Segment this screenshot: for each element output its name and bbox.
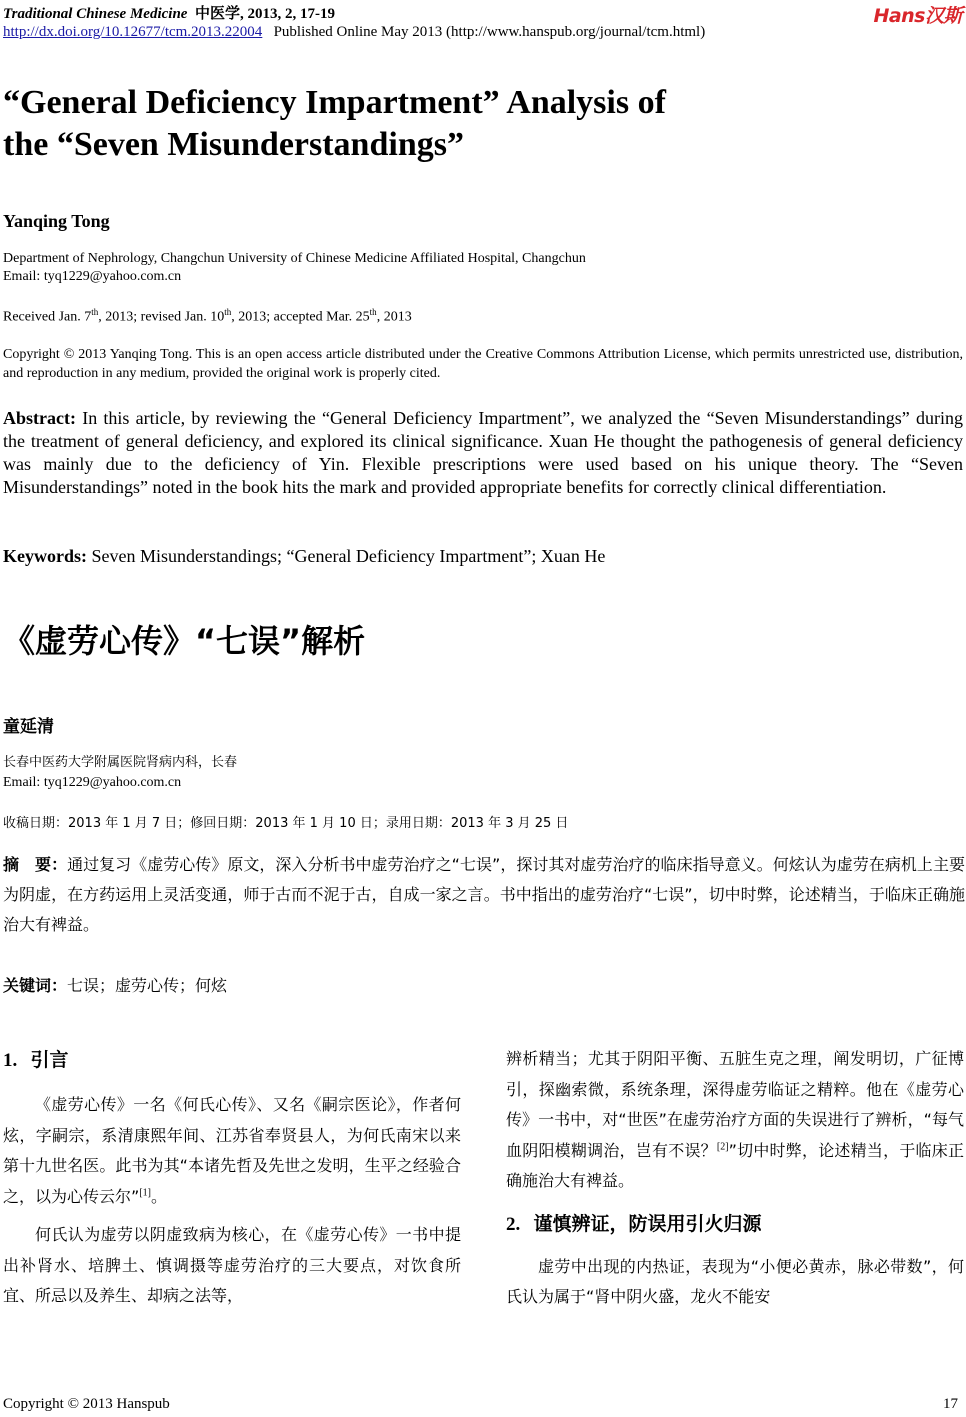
- chinese-abstract: [3, 850, 965, 940]
- accepted-year: , 2013: [376, 309, 412, 325]
- english-author: Yanqing Tong: [3, 211, 110, 231]
- paragraph-3-text: 辨析精当；尤其于阴阳平衡、五脏生克之理，阐发明切，广征博引，探幽索微，系统条理，深得虚劳临证之精粹。他在《虚劳心传》一书中，对“世医”在虚劳治疗方面的失误进行了辨析，“每气血阴阳模糊调治，岂有不误？: [506, 1049, 964, 1160]
- chinese-affiliation-block: [3, 753, 237, 793]
- english-keywords: [3, 546, 605, 567]
- page-number: 17: [943, 1396, 958, 1412]
- english-title: [3, 82, 943, 166]
- section-2-title: 谨慎辨证，防误用引火归源: [533, 1212, 762, 1235]
- chinese-email: Email: tyq1229@yahoo.com.cn: [3, 775, 182, 790]
- footer-copyright: Copyright © 2013 Hanspub: [3, 1396, 170, 1412]
- doi-link[interactable]: http://dx.doi.org/10.12677/tcm.2013.22004: [3, 24, 263, 40]
- english-received-dates: [3, 307, 412, 326]
- journal-name: Traditional Chinese Medicine: [3, 6, 188, 22]
- revised-sup: th: [224, 307, 232, 317]
- section-1-number: 1.: [3, 1050, 18, 1071]
- citation-ref-1[interactable]: [1]: [139, 1187, 151, 1199]
- english-abstract: [3, 407, 963, 499]
- english-affiliation-block: [3, 250, 586, 286]
- body-column-left: [3, 1045, 461, 1312]
- abstract-label: Abstract:: [3, 408, 76, 428]
- paragraph-1: [3, 1090, 461, 1212]
- english-email: Email: tyq1229@yahoo.com.cn: [3, 269, 182, 284]
- english-copyright: Copyright © 2013 Yanqing Tong. This is an open access article distributed under the Creative Commons Attribution License, which permits unrestricted use, distribution, and reproduction in any medium, provided the original work is properly cited.: [3, 347, 963, 381]
- body-column-right: [506, 1044, 964, 1313]
- received-text: Received Jan. 7: [3, 309, 92, 325]
- keywords-label: Keywords:: [3, 546, 87, 566]
- received-sup: th: [91, 307, 99, 317]
- hanspub-logo: Hans汉斯: [873, 5, 962, 27]
- accepted-sup: th: [369, 307, 377, 317]
- paragraph-2: 何氏认为虚劳以阴虚致病为核心，在《虚劳心传》一书中提出补肾水、培脾土、慎调摄等虚劳治疗的三大要点，对饮食所宜、所忌以及养生、却病之法等，: [3, 1225, 461, 1305]
- paragraph-4: 虚劳中出现的内热证，表现为“小便必黄赤，脉必带数”，何氏认为属于“肾中阴火盛，龙火不能安: [506, 1256, 964, 1306]
- citation-ref-2[interactable]: [2]: [716, 1141, 729, 1153]
- revised-text: , 2013; revised Jan. 10: [98, 309, 225, 325]
- chinese-affiliation: 长春中医药大学附属医院肾病内科，长春: [3, 755, 238, 770]
- chinese-abstract-text: 通过复习《虚劳心传》原文，深入分析书中虚劳治疗之“七误”，探讨其对虚劳治疗的临床指导意义。何炫认为虚劳在病机上主要为阴虚，在方药运用上灵活变通，师于古而不泥于古，自成一家之言。书中指出的虚劳治疗“七误”，切中时弊，论述精当，于临床正确施治大有裨益。: [3, 855, 965, 934]
- section-2-number: 2.: [506, 1213, 521, 1235]
- english-title-line-1: “General Deficiency Impartment” Analysis of: [3, 84, 666, 121]
- journal-citation: 中医学, 2013, 2, 17-19: [194, 6, 335, 22]
- running-header: [3, 2, 335, 23]
- english-title-line-2: the “Seven Misunderstandings”: [3, 126, 464, 163]
- section-1-heading: [3, 1045, 461, 1076]
- chinese-title: 《虚劳心传》“七误”解析: [3, 622, 366, 660]
- abstract-text: In this article, by reviewing the “General Deficiency Impartment”, we analyzed the “Seven Misunderstandings” during the treatment of general deficiency, and explored its clinical significance. Xuan He thought the pathogenesis of general deficiency was mainly due to the deficiency of Yin. Flexible prescriptions were used based on his unique theory. The “Seven Misunderstandings” noted in the book hits the mark and provided appropriate benefits for correctly clinical differentiation.: [3, 408, 964, 497]
- chinese-keywords-text: 七误；虚劳心传；何炫: [67, 976, 228, 995]
- paragraph-3: [506, 1044, 964, 1197]
- section-1-title: 引言: [30, 1049, 69, 1071]
- chinese-author: 童延清: [3, 717, 54, 737]
- published-online: Published Online May 2013 (http://www.hanspub.org/journal/tcm.html): [273, 24, 706, 40]
- accepted-text: , 2013; accepted Mar. 25: [231, 309, 370, 325]
- english-affiliation: Department of Nephrology, Changchun University of Chinese Medicine Affiliated Hospital, Changchun: [3, 251, 586, 266]
- chinese-keywords: [3, 973, 227, 996]
- paragraph-1-text: 《虚劳心传》一名《何氏心传》、又名《嗣宗医论》，作者何炫，字嗣宗，系清康熙年间、江苏省奉贤县人，为何氏南宋以来第十九世名医。此书为其“本诸先哲及先世之发明，生平之经验合之，以为心传云尔”: [3, 1095, 461, 1206]
- chinese-keywords-label: 关键词：: [3, 976, 68, 995]
- paragraph-1-end: 。: [150, 1186, 167, 1206]
- chinese-abstract-label: 摘 要：: [3, 855, 68, 874]
- chinese-received-dates: 收稿日期：2013 年 1 月 7 日；修回日期：2013 年 1 月 10 日；录用日期：2013 年 3 月 25 日: [3, 816, 569, 831]
- keywords-text: Seven Misunderstandings; “General Deficiency Impartment”; Xuan He: [91, 546, 606, 566]
- paragraph-3-end: ”切中时弊，论述精当，于临床正确施治大有裨益。: [506, 1140, 964, 1190]
- doi-line: [3, 24, 705, 41]
- section-2-heading: [506, 1209, 964, 1240]
